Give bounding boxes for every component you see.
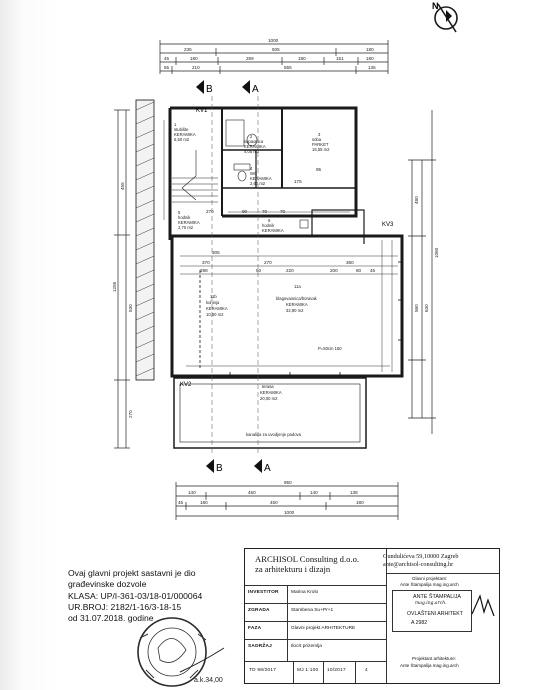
right-dimension-labels (414, 196, 439, 312)
room-2-name: kupaonica (244, 139, 264, 144)
date: 10/2017 (327, 668, 346, 673)
room-terrace-floor: KERAMIKA (260, 390, 282, 395)
inner-dimension-labels (200, 167, 376, 273)
dim-bottom-2b: 180 (200, 500, 208, 505)
dim-bottom-1d: 138 (350, 490, 358, 495)
sheet-number: 4 (365, 668, 368, 673)
dim-bottom-2c: 450 (270, 500, 278, 505)
dim-inner-11: 175 (294, 179, 302, 184)
room-hall-1 (178, 210, 200, 230)
dim-left-4: 270 (128, 410, 133, 418)
dim-total-bottom: 1000 (284, 510, 295, 515)
room-3-floor: PARKET (312, 142, 329, 147)
dim-inner-10: 45 (370, 268, 376, 273)
room-11b-num: 11b (210, 294, 217, 299)
room-3-area: 15,55 m2 (312, 147, 330, 152)
room-4-area: 2,60 m2 (250, 181, 266, 186)
section-mark-b-bottom (206, 459, 223, 474)
room-2-area: 4,05 m2 (244, 149, 260, 154)
dim-inner-14: 70 (262, 209, 268, 214)
building-walls (170, 108, 402, 448)
dim-inner-8: 200 (330, 268, 338, 273)
section-mark-a-top (242, 80, 259, 95)
building-value: Stambena Su+Pr+1 (291, 608, 334, 613)
phase-value: Glavni projekt ARHITEKTURE (291, 626, 356, 631)
kv2-label: KV2 (180, 382, 192, 388)
room-11a-area: 32,90 m2 (286, 308, 304, 313)
title-block (244, 548, 500, 684)
room-11a-floor: KERAMIKA (286, 302, 308, 307)
room-11a-num: 11a (294, 284, 301, 289)
row-building (245, 603, 386, 613)
dim-top-1a: 235 (184, 47, 192, 52)
dim-inner-16: 90 (242, 209, 248, 214)
tb-divider-3 (293, 661, 294, 683)
dim-left-3: 1255 (112, 281, 117, 292)
stamp-line-3: OVLAŠTENI ARHITEKT (407, 611, 463, 617)
chief-designer-label: Glavni projektant: (412, 576, 448, 581)
room-1-floor: KERAMIKA (174, 132, 196, 137)
designer-name: Ante Štampalija mag.ing.arch (400, 663, 459, 668)
stair-treads (172, 150, 218, 202)
dim-top-3d: 135 (368, 65, 376, 70)
section-mark-b-top (196, 80, 213, 95)
right-dimensions (408, 110, 436, 434)
dim-bottom-2a: 45 (178, 500, 184, 505)
dim-top-3a: 55 (164, 65, 170, 70)
stamp-number: A 2982 (411, 620, 428, 626)
room-wc (250, 166, 272, 186)
room-stairs (174, 122, 196, 142)
company-subtitle: za arhitekturu i dizajn (255, 563, 331, 574)
dim-left-1: 455 (120, 182, 125, 190)
dim-top-2c: 269 (246, 56, 254, 61)
window-note: P=50cm 150 (318, 346, 342, 351)
dim-top-1c: 180 (366, 47, 374, 52)
room-1-area: 6,50 m2 (174, 137, 190, 142)
kv3-label: KV3 (382, 222, 394, 228)
room-terrace-name: terasa (262, 384, 274, 389)
dim-inner-9: 80 (356, 268, 362, 273)
room-2-num: 2 (250, 134, 253, 139)
room-11b-area: 10,60 m2 (206, 312, 224, 317)
permit-note-line-5: od 31.07.2018. godine (68, 613, 154, 624)
permit-note-line-1: Ovaj glavni projekt sastavni je dio (68, 568, 196, 578)
permit-note-line-2: građevinske dozvole (68, 579, 147, 590)
company-block (255, 555, 359, 574)
room-4-floor: KERAMIKA (250, 176, 272, 181)
scale: MJ 1:100 (297, 668, 319, 673)
dim-total-top: 1000 (268, 38, 279, 43)
room-5-name: hodnik (178, 215, 191, 220)
dim-inner-1: 305 (212, 250, 220, 255)
dim-top-2b: 180 (190, 56, 198, 61)
left-dimensions (114, 110, 130, 448)
elevation-note: a.k.34,00 (194, 677, 223, 684)
ramp-note: kanalica za uvodjenje padova (246, 432, 301, 437)
investor-value: Marina Krolo (291, 590, 319, 595)
tb-divider-2 (386, 549, 387, 683)
dim-bottom-1c: 140 (310, 490, 318, 495)
svg-text:B: B (206, 84, 213, 95)
dim-bottom-overall: 950 (284, 480, 292, 485)
room-living (276, 284, 318, 313)
svg-text:B: B (216, 463, 223, 474)
room-5-area: 2,70 m2 (178, 225, 194, 230)
address-line-1: Gundulićeva 59,10000 Zagreb (383, 553, 459, 560)
phase-label: FAZA (248, 626, 262, 631)
room-1-num: 1 (174, 122, 177, 127)
room-11a-name: blagovaonica/boravak (276, 296, 317, 301)
building-label: ZGRADA (248, 608, 270, 613)
investor-label: INVESTITOR (248, 590, 279, 595)
dim-inner-2: 370 (202, 260, 210, 265)
dim-inner-12: 95 (316, 167, 322, 172)
stamp-name: ANTE ŠTAMPALIJA (413, 594, 462, 600)
chief-designer-name: Ante Štampalija mag.ing.arch (400, 582, 459, 587)
designer-label: Projektant arhitekture: (412, 656, 457, 661)
dim-inner-15: 70 (280, 209, 286, 214)
dim-bottom-1b: 450 (248, 490, 256, 495)
dim-top-2d: 180 (298, 56, 306, 61)
room-4-num: 4 (250, 166, 253, 171)
room-5-num: 5 (178, 210, 181, 215)
room-5-floor: KERAMIKA (178, 220, 200, 225)
room-bathroom (244, 134, 266, 154)
room-hall-2 (262, 218, 284, 233)
architect-stamp (392, 590, 472, 632)
room-3-name: soba (312, 137, 322, 142)
room-1-name: stubište (174, 127, 189, 132)
room-6-name: hodnik (262, 223, 275, 228)
dim-right-1: 480 (414, 196, 419, 204)
room-11b-name: kuhinja (206, 300, 220, 305)
dim-left-2: 530 (128, 304, 133, 312)
room-11b-floor: KERAMIKA (206, 306, 228, 311)
dim-inner-13: 270 (206, 209, 214, 214)
section-mark-a-bottom (254, 459, 271, 474)
company-name: ARCHISOL Consulting d.o.o. (255, 554, 360, 564)
permit-note-line-4: UR.BROJ: 2182/1-16/3-18-15 (68, 601, 182, 612)
room-terrace (260, 384, 282, 401)
designer-panel (386, 573, 499, 668)
room-3-num: 3 (318, 132, 321, 137)
room-terrace-area: 20,00 m2 (260, 396, 278, 401)
room-kitchen (206, 294, 228, 317)
dim-inner-4: 360 (346, 260, 354, 265)
svg-text:N: N (432, 1, 439, 11)
row-footer (245, 661, 386, 673)
address-line-2: ante@archisol-consulting.hr (383, 560, 454, 568)
dim-bottom-1a: 140 (188, 490, 196, 495)
tb-divider-1 (287, 585, 288, 661)
left-dimension-labels (112, 182, 133, 418)
north-arrow-icon (432, 1, 457, 32)
neighbour-wall-hatch (136, 100, 154, 380)
dim-top-3c: 555 (284, 65, 292, 70)
content-label: SADRŽAJ (248, 644, 273, 649)
dim-right-2: 560 (414, 304, 419, 312)
top-dimension-labels (164, 38, 376, 70)
room-4-name: WC (250, 171, 257, 176)
td-number: TD 98/2017 (249, 668, 277, 673)
kv1-label: KV1 (196, 108, 208, 114)
row-phase (245, 621, 386, 631)
row-investor (245, 585, 386, 595)
dim-inner-6: 50 (256, 268, 262, 273)
dim-top-2a: 45 (164, 56, 170, 61)
row-content (245, 639, 386, 649)
dim-bottom-2d: 180 (356, 500, 364, 505)
room-2-floor: KERAMIKA (244, 144, 266, 149)
permit-note-line-3: KLASA: UP/I-361-03/18-01/000064 (68, 590, 203, 601)
svg-text:A: A (252, 84, 259, 95)
dim-right-4: 630 (424, 304, 429, 312)
stamp-title: mag.ing.arch. (415, 601, 447, 606)
svg-text:A: A (264, 463, 271, 474)
tb-divider-4 (323, 661, 324, 683)
dim-top-2e: 151 (336, 56, 344, 61)
tb-divider-5 (355, 661, 356, 683)
address-block (383, 553, 458, 568)
dim-inner-3: 270 (264, 260, 272, 265)
dim-top-2f: 180 (366, 56, 374, 61)
room-bedroom (312, 132, 330, 152)
dim-top-1b: 505 (272, 47, 280, 52)
dim-top-3b: 210 (192, 65, 200, 70)
room-6-floor: KERAMIKA (262, 228, 284, 233)
room-6-num: 6 (268, 218, 271, 223)
dim-inner-7: 220 (286, 268, 294, 273)
official-seal-icon (128, 608, 240, 690)
content-value: tlocrt prizemlja (291, 644, 322, 649)
signature-icon (470, 592, 498, 620)
dim-inner-5: 298 (200, 268, 208, 273)
dim-right-3: 1060 (434, 247, 439, 258)
